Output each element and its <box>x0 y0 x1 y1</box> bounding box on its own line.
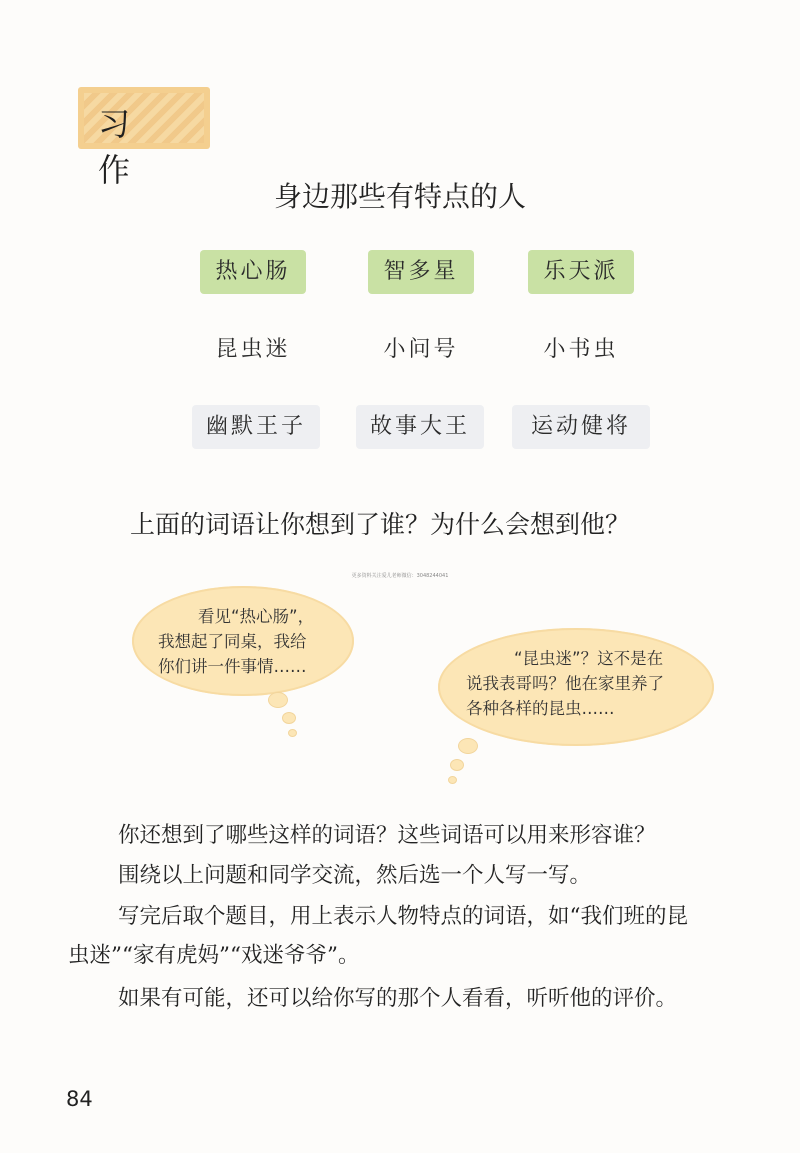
thought-dot <box>448 776 457 784</box>
word-tag: 小书虫 <box>543 337 619 362</box>
word-tag: 智多星 <box>368 250 474 294</box>
word-tag: 故事大王 <box>356 405 484 449</box>
word-tag: 运动健将 <box>512 405 650 449</box>
page-title: 身边那些有特点的人 <box>273 180 526 213</box>
bubble-left-text <box>158 604 314 679</box>
bubble-line: 你们讲一件事情…… <box>158 657 307 676</box>
watermark-note: 更多资料关注爱儿老师微信：3048244041 <box>351 573 449 579</box>
word-tag: 热心肠 <box>200 250 306 294</box>
word-tag: 幽默王子 <box>192 405 320 449</box>
thought-dot <box>268 692 288 708</box>
word-tag: 小问号 <box>383 337 459 362</box>
word-tag: 昆虫迷 <box>215 337 291 362</box>
thought-dot <box>288 729 297 737</box>
page-number: 84 <box>66 1087 93 1111</box>
bubble-line: “昆虫迷”？这不是在 <box>514 649 664 668</box>
section-badge <box>78 87 210 189</box>
thought-dot <box>458 738 478 754</box>
word-tag: 乐天派 <box>528 250 634 294</box>
paragraph-4: 如果有可能，还可以给你写的那个人看看，听听他的评价。 <box>118 986 678 1011</box>
bubble-line: 我想起了同桌，我给 <box>158 632 307 651</box>
bubble-line: 说我表哥吗？他在家里养了 <box>466 674 664 693</box>
bubble-line: 各种各样的昆虫…… <box>466 699 615 718</box>
paragraph-1: 你还想到了哪些这样的词语？这些词语可以用来形容谁？ <box>118 823 656 848</box>
thought-dot <box>450 759 464 771</box>
bubble-right-text <box>466 646 664 721</box>
question-text: 上面的词语让你想到了谁？为什么会想到他？ <box>130 510 631 539</box>
paragraph-3-cont: 虫迷”“家有虎妈”“戏迷爷爷”。 <box>68 943 360 968</box>
section-label: 习 作 <box>98 105 149 189</box>
thought-dot <box>282 712 296 724</box>
paragraph-3: 写完后取个题目，用上表示人物特点的词语，如“我们班的昆 <box>118 904 688 929</box>
bubble-line: 看见“热心肠”， <box>198 607 315 626</box>
paragraph-2: 围绕以上问题和同学交流，然后选一个人写一写。 <box>118 863 592 888</box>
